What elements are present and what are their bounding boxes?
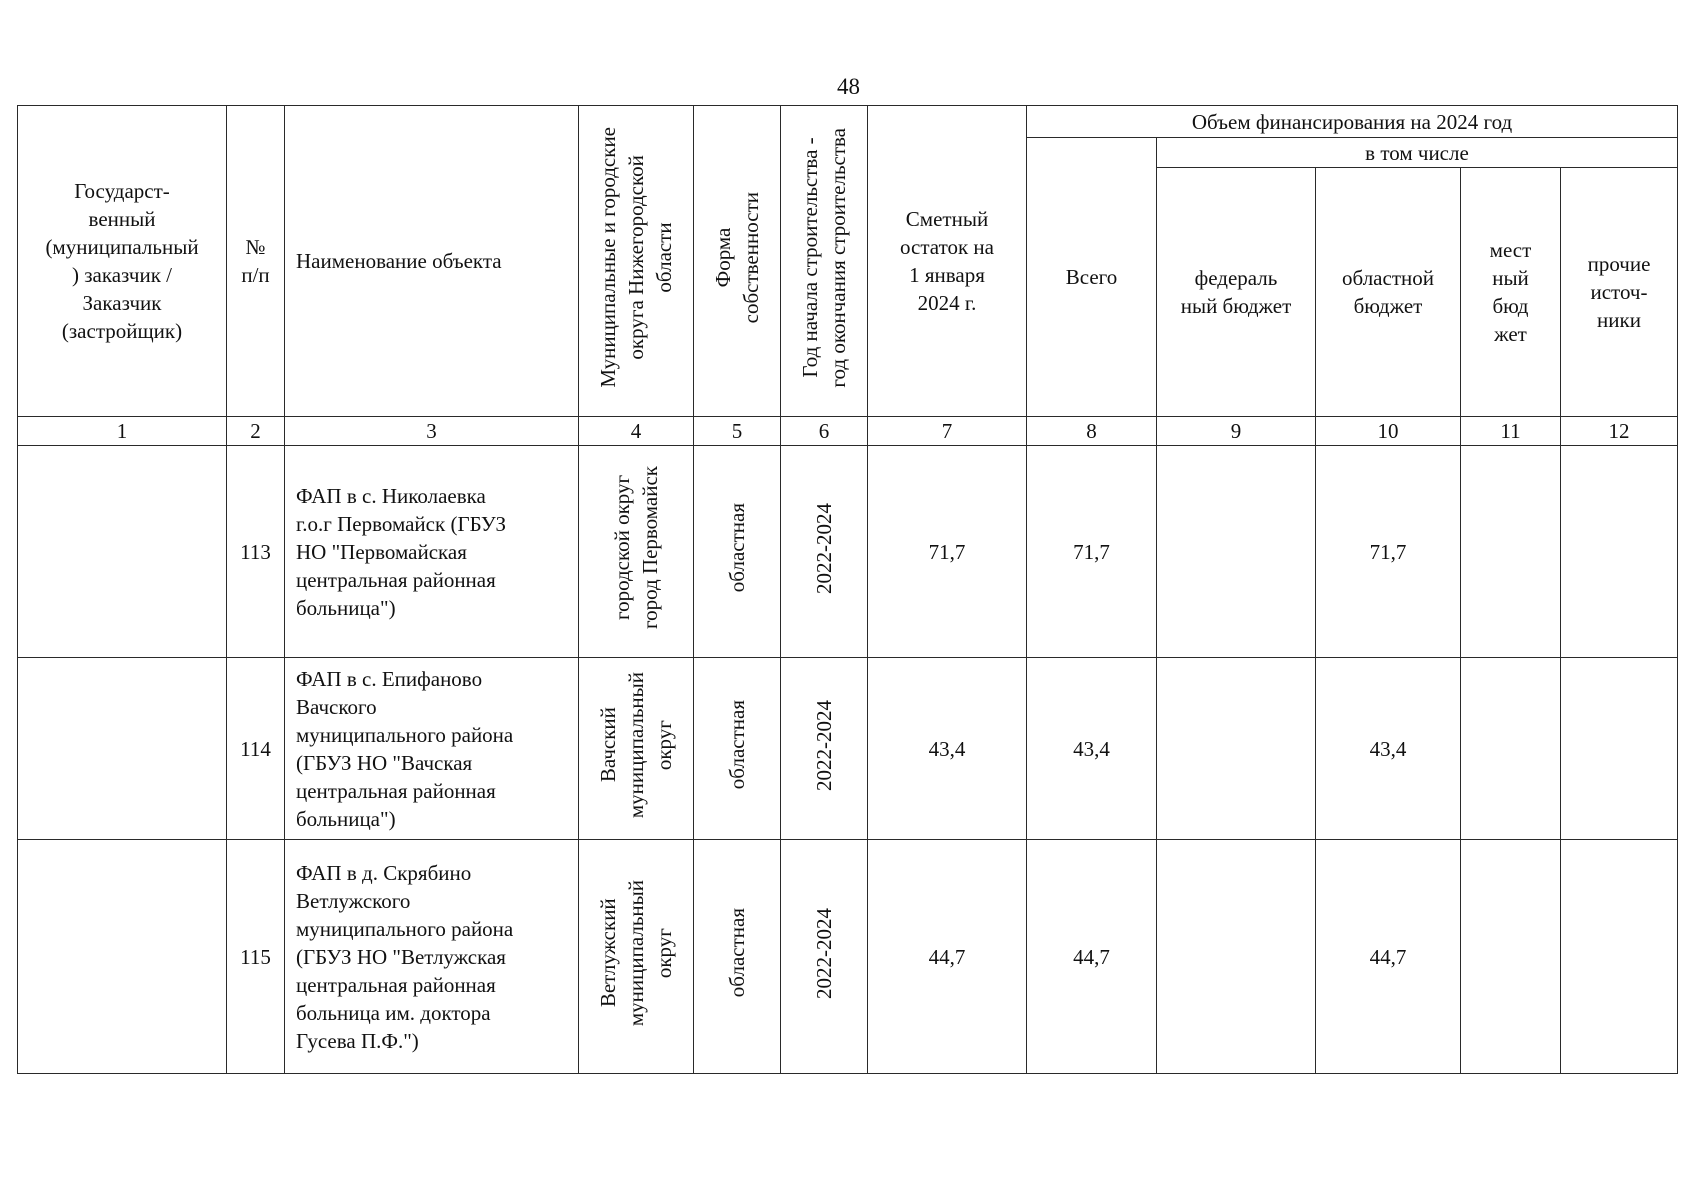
column-number: 7 xyxy=(868,417,1027,446)
row-regional: 71,7 xyxy=(1316,446,1461,658)
row-estimate-balance: 71,7 xyxy=(868,446,1027,658)
table-row xyxy=(18,658,1678,840)
header-federal: федераль ный бюджет xyxy=(1157,168,1316,417)
row-local xyxy=(1461,446,1561,658)
table-row xyxy=(18,446,1678,658)
header-object-name: Наименование объекта xyxy=(285,106,579,417)
row-years: 2022-2024 xyxy=(781,840,868,1074)
row-local xyxy=(1461,658,1561,840)
row-customer xyxy=(18,446,227,658)
row-total: 43,4 xyxy=(1027,658,1157,840)
header-including: в том числе xyxy=(1157,138,1678,168)
row-local xyxy=(1461,840,1561,1074)
row-municipality: городской округ город Первомайск xyxy=(579,446,694,658)
row-years: 2022-2024 xyxy=(781,658,868,840)
column-number: 12 xyxy=(1561,417,1678,446)
row-municipality: Ветлужский муниципальный округ xyxy=(579,840,694,1074)
page-number: 48 xyxy=(837,74,860,99)
row-customer xyxy=(18,658,227,840)
row-ownership: областная xyxy=(694,658,781,840)
row-number: 114 xyxy=(227,658,285,840)
row-municipality: Вачский муниципальный округ xyxy=(579,658,694,840)
row-regional: 44,7 xyxy=(1316,840,1461,1074)
column-number: 6 xyxy=(781,417,868,446)
row-federal xyxy=(1157,658,1316,840)
header-local: мест ный бюд жет xyxy=(1461,168,1561,417)
column-number: 10 xyxy=(1316,417,1461,446)
header-customer: Государст- венный (муниципальный ) заказчик / Заказчик (застройщик) xyxy=(18,106,227,417)
table-row xyxy=(18,840,1678,1074)
row-other xyxy=(1561,658,1678,840)
row-customer xyxy=(18,840,227,1074)
row-years: 2022-2024 xyxy=(781,446,868,658)
column-number: 9 xyxy=(1157,417,1316,446)
row-number: 113 xyxy=(227,446,285,658)
row-other xyxy=(1561,446,1678,658)
row-other xyxy=(1561,840,1678,1074)
row-total: 71,7 xyxy=(1027,446,1157,658)
column-number: 11 xyxy=(1461,417,1561,446)
row-estimate-balance: 44,7 xyxy=(868,840,1027,1074)
header-regional: областной бюджет xyxy=(1316,168,1461,417)
row-regional: 43,4 xyxy=(1316,658,1461,840)
row-object-name: ФАП в с. Епифаново Вачского муниципального района (ГБУЗ НО "Вачская центральная районная больница") xyxy=(285,658,579,840)
row-object-name: ФАП в с. Николаевка г.о.г Первомайск (ГБУЗ НО "Первомайская центральная районная больница") xyxy=(285,446,579,658)
header-estimate-balance: Сметный остаток на 1 января 2024 г. xyxy=(868,106,1027,417)
column-number: 2 xyxy=(227,417,285,446)
header-number: № п/п xyxy=(227,106,285,417)
row-object-name: ФАП в д. Скрябино Ветлужского муниципального района (ГБУЗ НО "Ветлужская центральная районная больница им. доктора Гусева П.Ф.") xyxy=(285,840,579,1074)
header-financing-group: Объем финансирования на 2024 год xyxy=(1027,106,1678,138)
column-number: 3 xyxy=(285,417,579,446)
row-ownership: областная xyxy=(694,840,781,1074)
column-number: 5 xyxy=(694,417,781,446)
column-number: 1 xyxy=(18,417,227,446)
column-number: 4 xyxy=(579,417,694,446)
header-years: Год начала строительства - год окончания строительства xyxy=(781,106,868,417)
row-total: 44,7 xyxy=(1027,840,1157,1074)
header-municipality: Муниципальные и городские округа Нижегородской области xyxy=(579,106,694,417)
financing-table xyxy=(17,105,1678,1074)
row-federal xyxy=(1157,446,1316,658)
row-number: 115 xyxy=(227,840,285,1074)
header-other: прочие источ- ники xyxy=(1561,168,1678,417)
row-estimate-balance: 43,4 xyxy=(868,658,1027,840)
column-number: 8 xyxy=(1027,417,1157,446)
column-number-row xyxy=(18,417,1678,446)
row-federal xyxy=(1157,840,1316,1074)
header-ownership: Форма собственности xyxy=(694,106,781,417)
row-ownership: областная xyxy=(694,446,781,658)
header-total: Всего xyxy=(1027,138,1157,417)
